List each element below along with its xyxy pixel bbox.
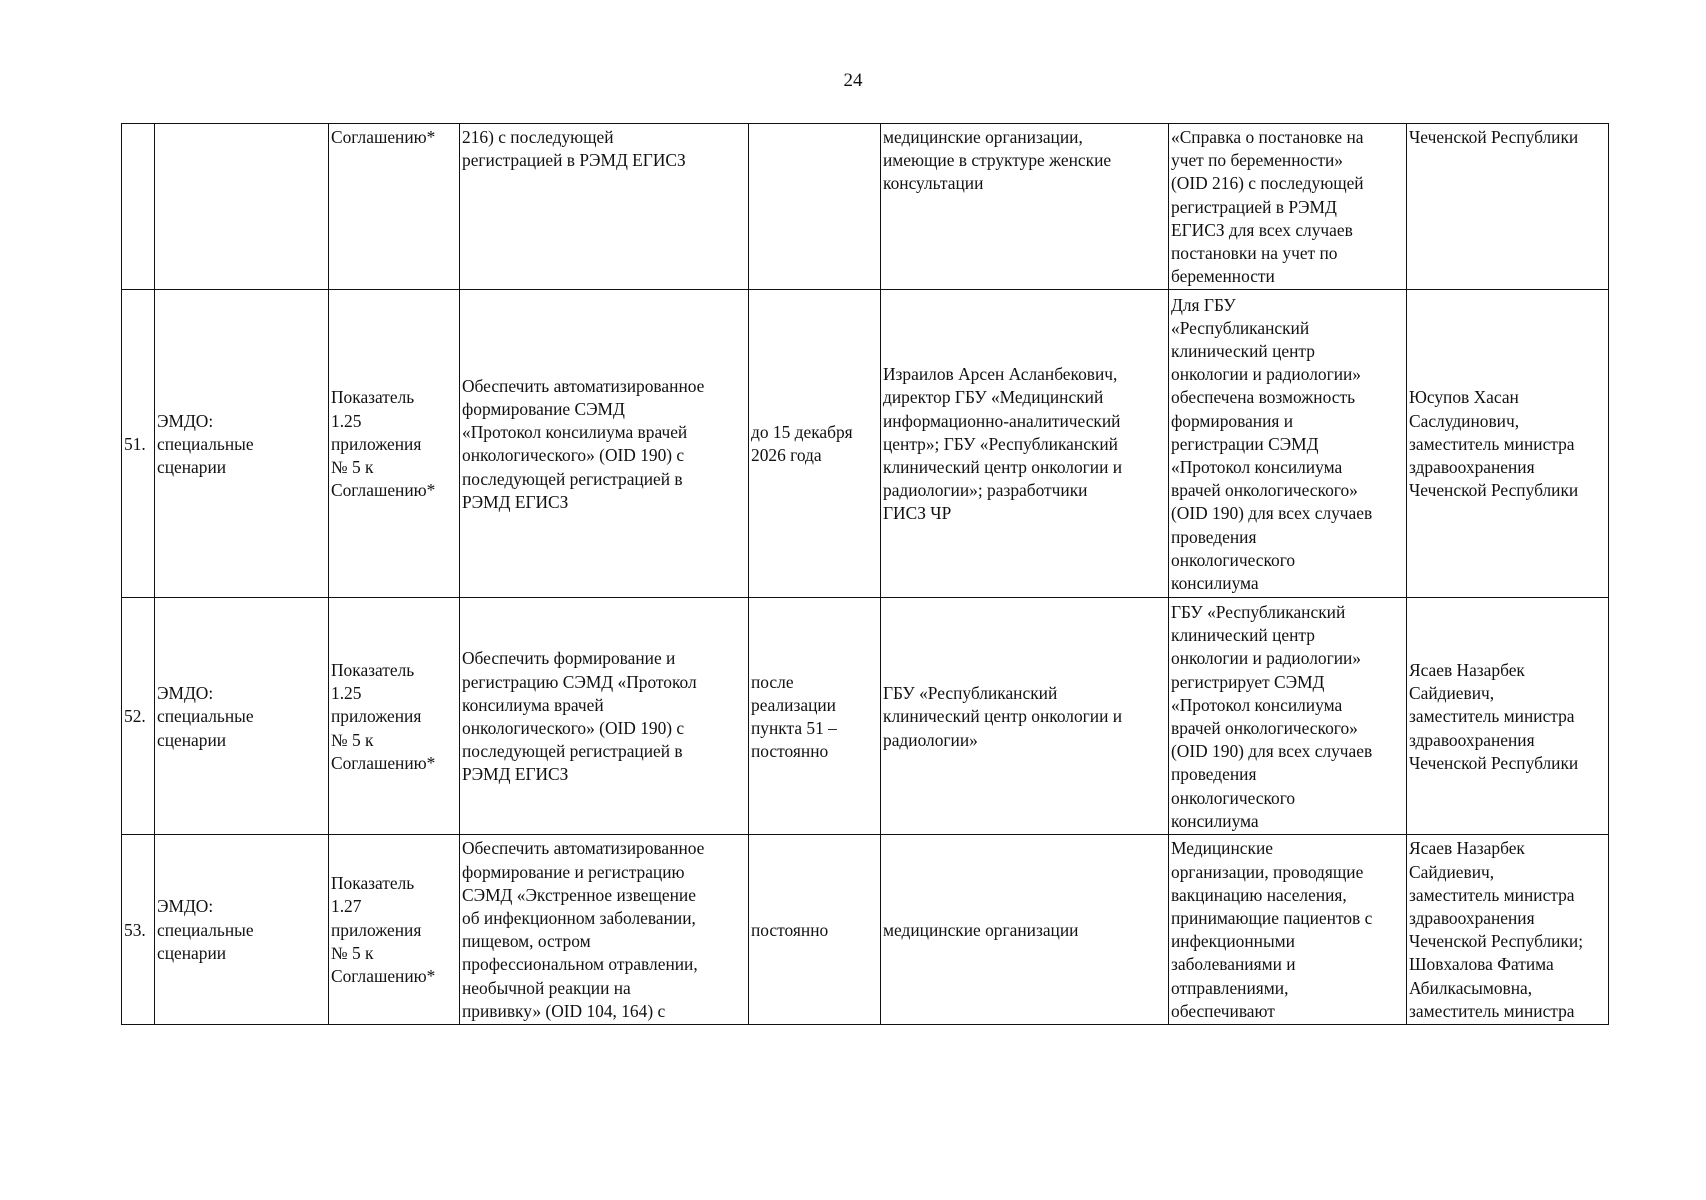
row-number-cell: 51.	[122, 290, 155, 598]
table-row	[122, 124, 1609, 290]
responsible-cell: Юсупов Хасан Саслудинович, заместитель министра здравоохранения Чеченской Республики	[1407, 290, 1609, 598]
executor-cell: Израилов Арсен Асланбекович, директор ГБУ «Медицинский информационно-аналитический центр»; ГБУ «Республиканский клинический центр онкологии и радиологии»; разработчики ГИСЗ ЧР	[881, 290, 1169, 598]
responsible-cell: Ясаев Назарбек Сайдиевич, заместитель министра здравоохранения Чеченской Республики; Шовхалова Фатима Абилкасымовна, заместитель министра	[1407, 835, 1609, 1025]
task-cell: Обеспечить автоматизированное формирование СЭМД «Протокол консилиума врачей онкологического» (OID 190) с последующей регистрацией в РЭМД ЕГИСЗ	[460, 290, 749, 598]
task-cell: Обеспечить формирование и регистрацию СЭМД «Протокол консилиума врачей онкологического» (OID 190) с последующей регистрацией в РЭМД ЕГИСЗ	[460, 598, 749, 835]
row-number-cell: 53.	[122, 835, 155, 1025]
row-number-cell: 52.	[122, 598, 155, 835]
task-cell: 216) с последующей регистрацией в РЭМД ЕГИСЗ	[460, 124, 749, 290]
executor-cell: ГБУ «Республиканский клинический центр онкологии и радиологии»	[881, 598, 1169, 835]
responsible-cell: Чеченской Республики	[1407, 124, 1609, 290]
executor-cell: медицинские организации, имеющие в структуре женские консультации	[881, 124, 1169, 290]
indicator-cell: Показатель 1.25 приложения № 5 к Соглашению*	[329, 290, 460, 598]
executor-cell: медицинские организации	[881, 835, 1169, 1025]
deadline-cell: до 15 декабря 2026 года	[749, 290, 881, 598]
table-row	[122, 598, 1609, 835]
page-number: 24	[843, 70, 863, 91]
direction-cell: ЭМДО: специальные сценарии	[155, 598, 329, 835]
responsible-cell: Ясаев Назарбек Сайдиевич, заместитель министра здравоохранения Чеченской Республики	[1407, 598, 1609, 835]
direction-cell: ЭМДО: специальные сценарии	[155, 290, 329, 598]
direction-cell: ЭМДО: специальные сценарии	[155, 835, 329, 1025]
deadline-cell: постоянно	[749, 835, 881, 1025]
result-cell: «Справка о постановке на учет по беременности» (OID 216) с последующей регистрацией в РЭМД ЕГИСЗ для всех случаев постановки на учет по беременности	[1169, 124, 1407, 290]
indicator-cell: Соглашению*	[329, 124, 460, 290]
task-cell: Обеспечить автоматизированное формирование и регистрацию СЭМД «Экстренное извещение об инфекционном заболевании, пищевом, остром профессиональном отравлении, необычной реакции на прививку» (OID 104, 164) с	[460, 835, 749, 1025]
table-row	[122, 290, 1609, 598]
table-row	[122, 835, 1609, 1025]
row-number-cell	[122, 124, 155, 290]
result-cell: Для ГБУ «Республиканский клинический центр онкологии и радиологии» обеспечена возможность формирования и регистрации СЭМД «Протокол консилиума врачей онкологического» (OID 190) для всех случаев проведения онкологического консилиума	[1169, 290, 1407, 598]
deadline-cell	[749, 124, 881, 290]
plan-table	[121, 123, 1609, 1025]
result-cell: ГБУ «Республиканский клинический центр онкологии и радиологии» регистрирует СЭМД «Протокол консилиума врачей онкологического» (OID 190) для всех случаев проведения онкологического консилиума	[1169, 598, 1407, 835]
result-cell: Медицинские организации, проводящие вакцинацию населения, принимающие пациентов с инфекционными заболеваниями и отправлениями, обеспечивают	[1169, 835, 1407, 1025]
deadline-cell: после реализации пункта 51 – постоянно	[749, 598, 881, 835]
indicator-cell: Показатель 1.25 приложения № 5 к Соглашению*	[329, 598, 460, 835]
direction-cell	[155, 124, 329, 290]
indicator-cell: Показатель 1.27 приложения № 5 к Соглашению*	[329, 835, 460, 1025]
